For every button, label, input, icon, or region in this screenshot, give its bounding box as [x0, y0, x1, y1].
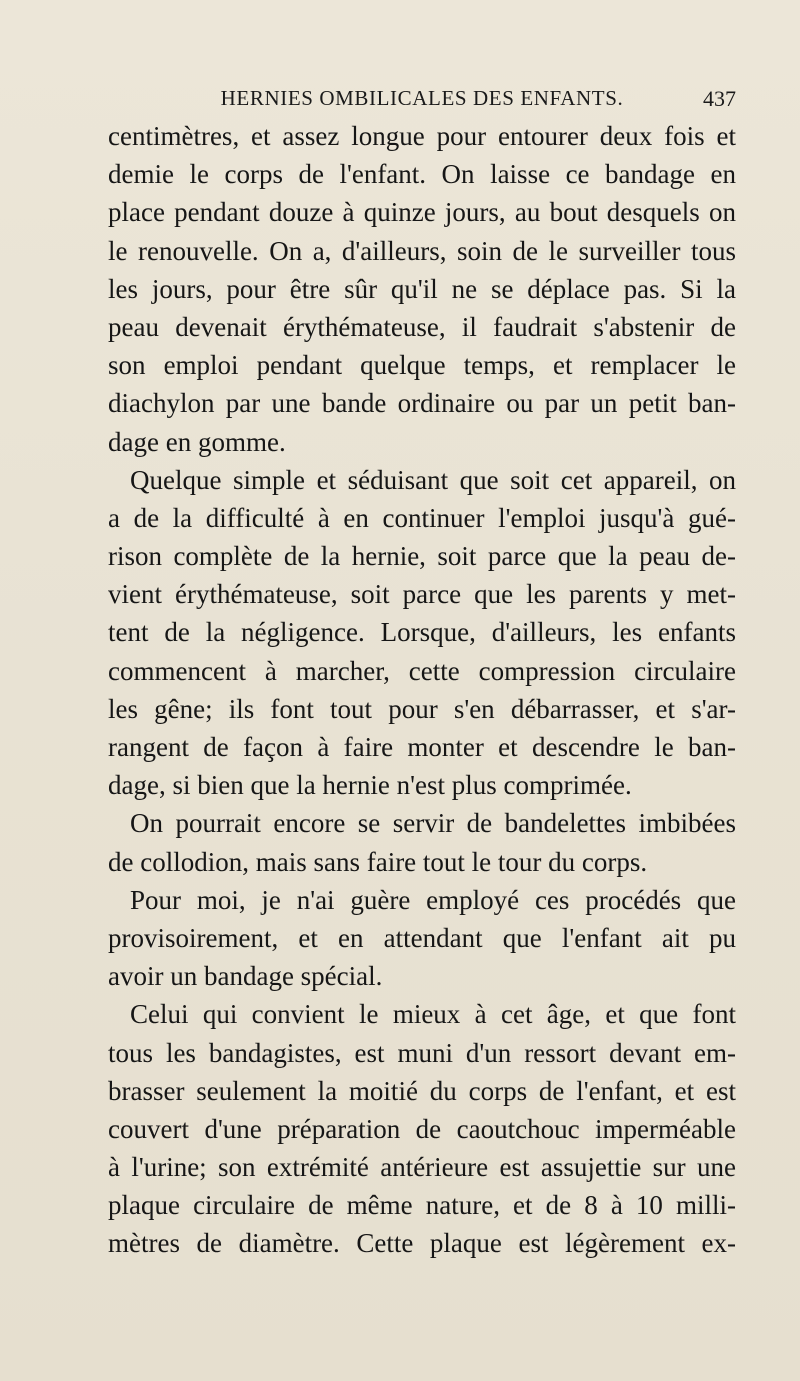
- text-line: commencent à marcher, cette compression circulaire: [108, 655, 736, 686]
- text-line: son emploi pendant quelque temps, et remplacer le: [108, 350, 736, 381]
- text-line: rangent de façon à faire monter et descendre le ban-: [108, 732, 736, 762]
- text-line: a de la difficulté à en continuer l'emploi jusqu'à gué-: [108, 502, 736, 533]
- text-line: couvert d'une préparation de caoutchouc imperméable: [108, 1113, 736, 1144]
- text-line: demie le corps de l'enfant. On laisse ce bandage en: [108, 159, 736, 190]
- text-line: place pendant douze à quinze jours, au bout desquels on: [108, 197, 736, 228]
- text-line: dage, si bien que la hernie n'est plus comprimée.: [108, 770, 632, 801]
- text-line: diachylon par une bande ordinaire ou par un petit ban-: [108, 388, 736, 419]
- text-line: rison complète de la hernie, soit parce que la peau de-: [108, 541, 736, 572]
- text-line: le renouvelle. On a, d'ailleurs, soin de le surveiller tous: [108, 235, 736, 266]
- text-line: plaque circulaire de même nature, et de 8 à 10 milli-: [108, 1190, 736, 1221]
- text-line: Pour moi, je n'ai guère employé ces procédés que: [130, 884, 736, 915]
- text-line: tent de la négligence. Lorsque, d'ailleurs, les enfants: [108, 617, 736, 648]
- text-line: centimètres, et assez longue pour entourer deux fois et: [108, 121, 736, 151]
- running-title: HERNIES OMBILICALES DES ENFANTS.: [220, 86, 624, 110]
- text-line: dage en gomme.: [108, 426, 286, 457]
- text-line: Quelque simple et séduisant que soit cet appareil, on: [130, 464, 736, 495]
- page-number: 437: [703, 86, 736, 111]
- running-header: [108, 86, 736, 112]
- text-line: à l'urine; son extrémité antérieure est assujettie sur une: [108, 1152, 736, 1183]
- text-line: peau devenait érythémateuse, il faudrait s'abstenir de: [108, 311, 736, 342]
- text-line: On pourrait encore se servir de bandelettes imbibées: [130, 808, 736, 839]
- text-line: mètres de diamètre. Cette plaque est légèrement ex-: [108, 1228, 736, 1259]
- text-line: vient érythémateuse, soit parce que les parents y met-: [108, 579, 736, 610]
- text-line: avoir un bandage spécial.: [108, 961, 383, 992]
- text-line: provisoirement, et en attendant que l'enfant ait pu: [108, 922, 736, 953]
- text-line: les gêne; ils font tout pour s'en débarrasser, et s'ar-: [108, 693, 736, 724]
- text-line: les jours, pour être sûr qu'il ne se déplace pas. Si la: [108, 273, 736, 304]
- text-line: brasser seulement la moitié du corps de l'enfant, et est: [108, 1075, 736, 1106]
- text-line: tous les bandagistes, est muni d'un ressort devant em-: [108, 1037, 736, 1068]
- body-text: [108, 117, 736, 1263]
- text-line: de collodion, mais sans faire tout le tour du corps.: [108, 846, 648, 877]
- text-line: Celui qui convient le mieux à cet âge, et que font: [130, 999, 736, 1030]
